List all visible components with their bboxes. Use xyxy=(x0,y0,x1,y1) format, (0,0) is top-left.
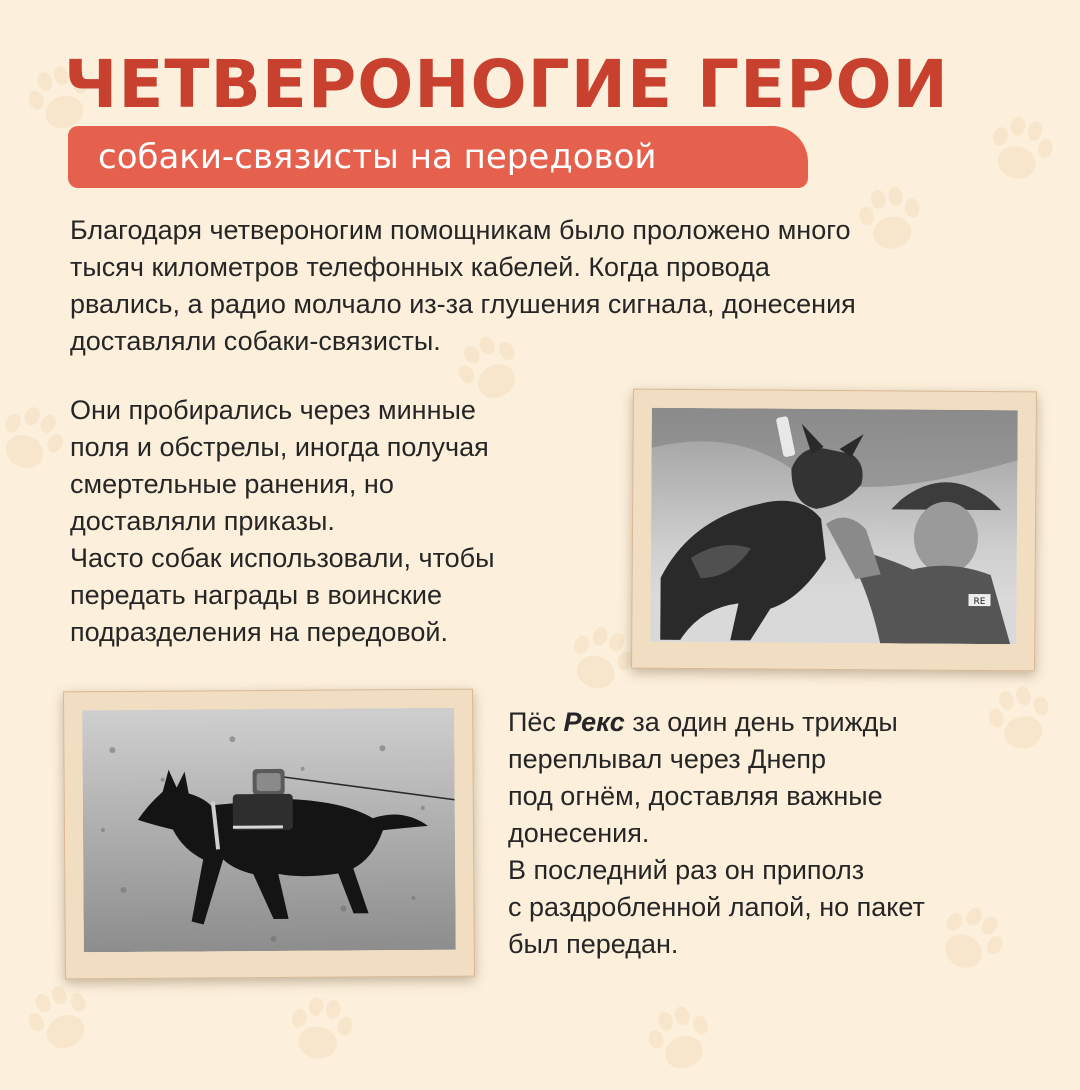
paragraph-line: под огнём, доставляя важные xyxy=(508,778,925,815)
dog-name: Рекс xyxy=(563,707,624,737)
paragraph-line: подразделения на передовой. xyxy=(70,614,495,651)
paw-icon xyxy=(971,101,1069,199)
running-dog-frame xyxy=(63,689,475,980)
page-title: ЧЕТВЕРОНОГИЕ ГЕРОИ xyxy=(64,40,949,130)
paragraph-line: В последний раз он приполз xyxy=(508,852,925,889)
paw-icon xyxy=(630,990,731,1090)
rex-prefix: Пёс xyxy=(508,707,563,737)
paragraph-line: переплывал через Днепр xyxy=(508,741,925,778)
paw-icon xyxy=(971,671,1069,769)
soldier-with-dog-photo xyxy=(650,408,1018,645)
paragraph-line: Часто собак использовали, чтобы xyxy=(70,540,495,577)
badge-text: RE xyxy=(973,597,985,607)
paw-icon xyxy=(7,967,113,1073)
paragraph-line: доставляли приказы. xyxy=(70,503,495,540)
paragraph-line: доставляли собаки-связисты. xyxy=(70,323,856,360)
paw-icon xyxy=(844,174,937,267)
paragraph-line xyxy=(508,704,925,741)
intro-paragraph xyxy=(70,212,856,360)
paragraph-line: поля и обстрелы, иногда получая xyxy=(70,429,495,466)
minefield-paragraph xyxy=(70,392,495,651)
rex-suffix: за один день трижды xyxy=(625,707,898,737)
page-subtitle: собаки-связисты на передовой xyxy=(98,126,656,188)
paragraph-line: был передан. xyxy=(508,926,925,963)
paragraph-line: тысяч километров телефонных кабелей. Когда провода xyxy=(70,249,856,286)
paragraph-line: рвались, а радио молчало из-за глушения сигнала, донесения xyxy=(70,286,856,323)
paragraph-line: смертельные ранения, но xyxy=(70,466,495,503)
rex-paragraph xyxy=(508,704,925,963)
paragraph-line: Благодаря четвероногим помощникам было проложено много xyxy=(70,212,856,249)
paw-icon xyxy=(274,984,367,1077)
running-dog-photo xyxy=(82,708,456,953)
paw-icon xyxy=(915,885,1024,994)
paragraph-line: передать награды в воинские xyxy=(70,577,495,614)
paragraph-line: донесения. xyxy=(508,815,925,852)
paragraph-line: с раздробленной лапой, но пакет xyxy=(508,889,925,926)
soldier-with-dog-frame xyxy=(631,389,1037,672)
paragraph-line: Они пробирались через минные xyxy=(70,392,495,429)
